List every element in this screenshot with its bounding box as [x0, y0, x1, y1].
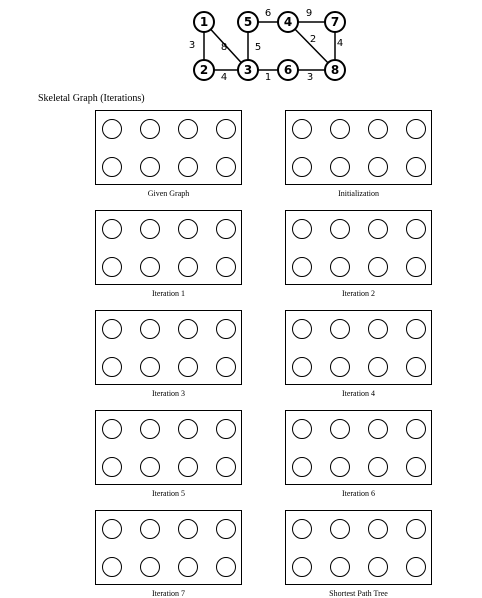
empty-node-slot-5: [102, 257, 122, 277]
empty-node-slot-7: [368, 557, 388, 577]
empty-node-slot-4: [216, 519, 236, 539]
empty-node-slot-5: [292, 357, 312, 377]
empty-node-slot-5: [292, 457, 312, 477]
panel-box: [95, 510, 242, 585]
empty-node-slot-6: [140, 357, 160, 377]
panel-box: [285, 110, 432, 185]
panel-4: [285, 210, 432, 298]
panel-box: [285, 410, 432, 485]
empty-node-slot-3: [178, 119, 198, 139]
edge-weight-3-6: 1: [264, 72, 272, 83]
empty-node-slot-4: [406, 519, 426, 539]
empty-node-slot-8: [406, 257, 426, 277]
empty-node-slot-8: [406, 357, 426, 377]
edge-weight-2-3: 4: [220, 72, 228, 83]
edge-weight-1-3: 8: [220, 42, 228, 53]
empty-node-slot-3: [178, 419, 198, 439]
panel-box: [95, 310, 242, 385]
weighted-graph: [180, 4, 355, 86]
panel-3: [95, 210, 242, 298]
empty-node-slot-1: [292, 119, 312, 139]
empty-node-slot-7: [178, 157, 198, 177]
empty-node-slot-3: [368, 119, 388, 139]
panel-9: [95, 510, 242, 598]
section-title: Skeletal Graph (Iterations): [38, 93, 145, 104]
empty-node-slot-6: [330, 357, 350, 377]
node-label-7: 7: [330, 15, 340, 29]
empty-node-slot-7: [178, 457, 198, 477]
empty-node-slot-6: [140, 257, 160, 277]
empty-node-slot-1: [292, 519, 312, 539]
empty-node-slot-1: [102, 119, 122, 139]
empty-node-slot-3: [178, 519, 198, 539]
empty-node-slot-4: [216, 119, 236, 139]
panel-box: [285, 210, 432, 285]
empty-node-slot-4: [406, 419, 426, 439]
empty-node-slot-5: [292, 157, 312, 177]
empty-node-slot-7: [178, 557, 198, 577]
empty-node-slot-6: [330, 157, 350, 177]
panel-caption: Iteration 1: [151, 289, 186, 298]
empty-node-slot-7: [368, 357, 388, 377]
empty-node-slot-3: [178, 319, 198, 339]
empty-node-slot-1: [102, 419, 122, 439]
empty-node-slot-7: [368, 457, 388, 477]
empty-node-slot-2: [140, 419, 160, 439]
empty-node-slot-7: [178, 357, 198, 377]
edge-weight-4-7: 9: [305, 8, 313, 19]
empty-node-slot-7: [368, 157, 388, 177]
empty-node-slot-4: [406, 319, 426, 339]
panel-caption: Iteration 3: [151, 389, 186, 398]
empty-node-slot-4: [216, 319, 236, 339]
empty-node-slot-6: [140, 557, 160, 577]
node-label-2: 2: [199, 63, 209, 77]
empty-node-slot-4: [406, 119, 426, 139]
panel-box: [95, 110, 242, 185]
panel-caption: Shortest Path Tree: [329, 589, 388, 598]
empty-node-slot-8: [216, 157, 236, 177]
empty-node-slot-8: [216, 457, 236, 477]
edge-weight-1-2: 3: [188, 40, 196, 51]
empty-node-slot-7: [368, 257, 388, 277]
empty-node-slot-8: [406, 457, 426, 477]
panel-box: [95, 210, 242, 285]
empty-node-slot-2: [140, 119, 160, 139]
panel-5: [95, 310, 242, 398]
empty-node-slot-6: [330, 457, 350, 477]
empty-node-slot-2: [330, 419, 350, 439]
panel-1: [95, 110, 242, 198]
panel-7: [95, 410, 242, 498]
node-label-6: 6: [283, 63, 293, 77]
empty-node-slot-2: [330, 219, 350, 239]
panel-box: [285, 510, 432, 585]
empty-node-slot-1: [292, 319, 312, 339]
empty-node-slot-2: [140, 219, 160, 239]
empty-node-slot-8: [406, 157, 426, 177]
panel-caption: Initialization: [338, 189, 379, 198]
empty-node-slot-4: [216, 219, 236, 239]
empty-node-slot-7: [178, 257, 198, 277]
panel-caption: Iteration 6: [341, 489, 376, 498]
empty-node-slot-2: [140, 519, 160, 539]
empty-node-slot-3: [368, 519, 388, 539]
empty-node-slot-5: [292, 557, 312, 577]
panel-caption: Iteration 2: [341, 289, 376, 298]
empty-node-slot-1: [102, 319, 122, 339]
empty-node-slot-3: [368, 219, 388, 239]
empty-node-slot-3: [368, 319, 388, 339]
empty-node-slot-3: [178, 219, 198, 239]
empty-node-slot-5: [102, 157, 122, 177]
panel-caption: Given Graph: [147, 189, 190, 198]
edge-weight-5-4: 6: [264, 8, 272, 19]
empty-node-slot-2: [140, 319, 160, 339]
empty-node-slot-6: [140, 457, 160, 477]
panel-caption: Iteration 5: [151, 489, 186, 498]
empty-node-slot-1: [102, 519, 122, 539]
panel-6: [285, 310, 432, 398]
node-label-3: 3: [243, 63, 253, 77]
panel-8: [285, 410, 432, 498]
panel-caption: Iteration 7: [151, 589, 186, 598]
empty-node-slot-2: [330, 119, 350, 139]
empty-node-slot-5: [102, 357, 122, 377]
empty-node-slot-8: [216, 557, 236, 577]
empty-node-slot-8: [216, 357, 236, 377]
empty-node-slot-6: [330, 257, 350, 277]
empty-node-slot-1: [292, 419, 312, 439]
empty-node-slot-3: [368, 419, 388, 439]
empty-node-slot-1: [292, 219, 312, 239]
panel-2: [285, 110, 432, 198]
empty-node-slot-4: [406, 219, 426, 239]
empty-node-slot-8: [216, 257, 236, 277]
empty-node-slot-6: [140, 157, 160, 177]
panel-box: [95, 410, 242, 485]
empty-node-slot-5: [102, 457, 122, 477]
empty-node-slot-2: [330, 519, 350, 539]
panel-box: [285, 310, 432, 385]
empty-node-slot-6: [330, 557, 350, 577]
edge-weight-7-8: 4: [336, 38, 344, 49]
edge-weight-4-8: 2: [309, 34, 317, 45]
panel-caption: Iteration 4: [341, 389, 376, 398]
edge-weight-6-8: 3: [306, 72, 314, 83]
empty-node-slot-5: [292, 257, 312, 277]
node-label-4: 4: [283, 15, 293, 29]
edge-weight-5-3: 5: [254, 42, 262, 53]
empty-node-slot-4: [216, 419, 236, 439]
empty-node-slot-8: [406, 557, 426, 577]
node-label-1: 1: [199, 15, 209, 29]
node-label-8: 8: [330, 63, 340, 77]
empty-node-slot-2: [330, 319, 350, 339]
panel-10: [285, 510, 432, 598]
node-label-5: 5: [243, 15, 253, 29]
empty-node-slot-1: [102, 219, 122, 239]
empty-node-slot-5: [102, 557, 122, 577]
